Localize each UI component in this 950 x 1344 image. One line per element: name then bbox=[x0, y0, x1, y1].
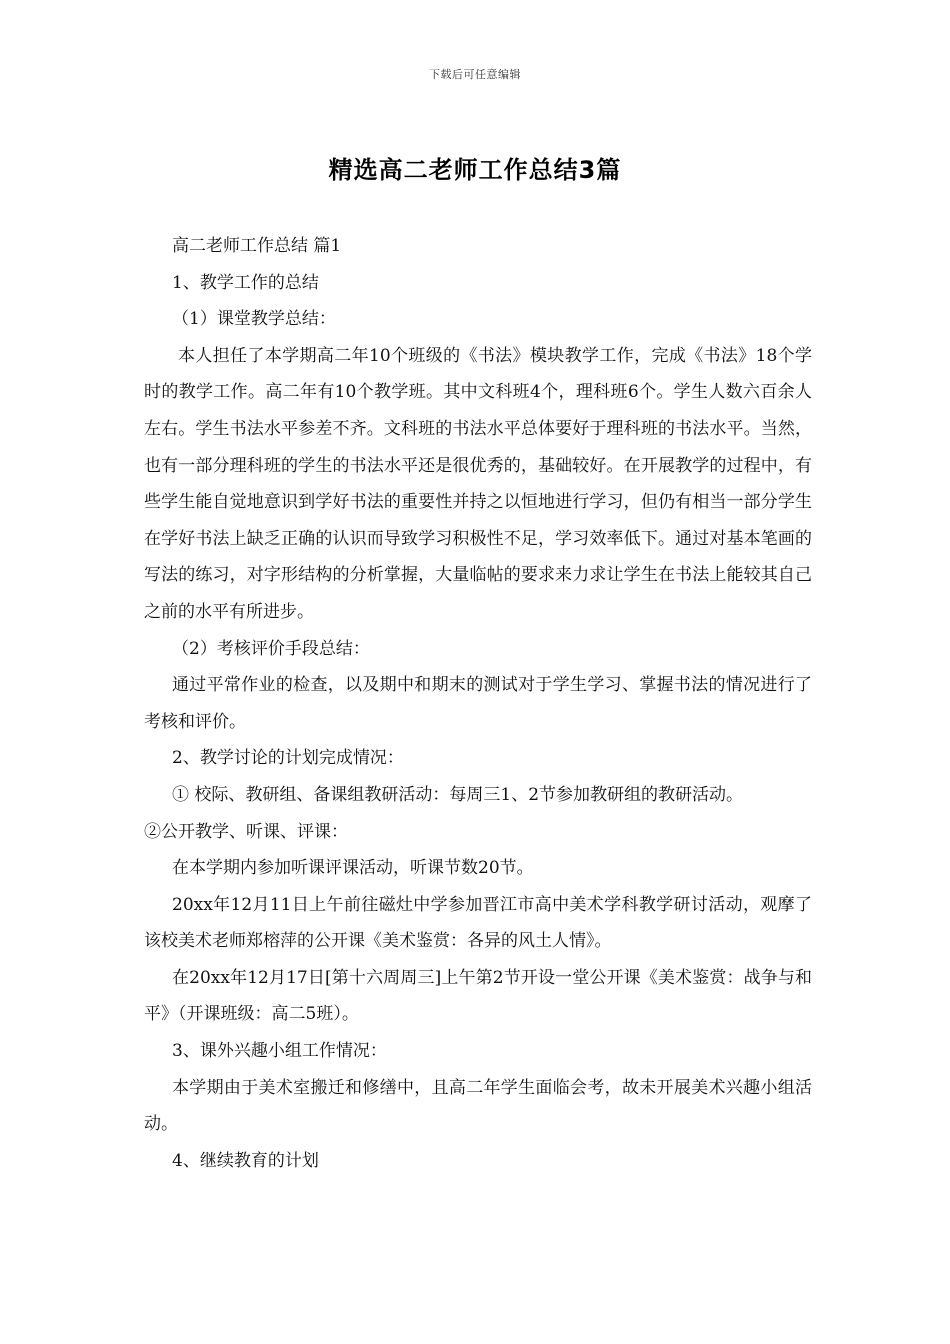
subsection-heading: （1）课堂教学总结： bbox=[172, 309, 336, 330]
body-paragraph: ① 校际、教研组、备课组教研活动：每周三1、2节参加教研组的教研活动。 bbox=[172, 784, 744, 805]
header-note: 下载后可任意编辑 bbox=[429, 68, 521, 81]
subsection-heading: 2、教学讨论的计划完成情况： bbox=[172, 748, 404, 769]
subsection-heading: 1、教学工作的总结 bbox=[172, 272, 319, 293]
subsection-heading: 4、继续教育的计划 bbox=[172, 1150, 319, 1171]
body-paragraph: 本学期由于美术室搬迁和修缮中，且高二年学生面临会考，故未开展美术兴趣小组活动。 bbox=[144, 1077, 812, 1135]
subsection-heading: （2）考核评价手段总结： bbox=[172, 638, 370, 659]
body-paragraph: 20xx年12月11日上午前往磁灶中学参加晋江市高中美术学科教学研讨活动，观摩了该校美术老师郑榕萍的公开课《美术鉴赏：各异的风土人情》。 bbox=[144, 894, 812, 952]
body-paragraph: 本人担任了本学期高二年10个班级的《书法》模块教学工作，完成《书法》18个学时的教学工作。高二年有10个教学班。其中文科班4个，理科班6个。学生人数六百余人左右。学生书法水平参差不齐。文科班的书法水平总体要好于理科班的书法水平。当然，也有一部分理科班的学生的书法水平还是很优秀的，基础较好。在开展教学的过程中，有些学生能自觉地意识到学好书法的重要性并持之以恒地进行学习，但仍有相当一部分学生在学好书法上缺乏正确的认识而导致学习积极性不足，学习效率低下。通过对基本笔画的写法的练习，对字形结构的分析掌握，大量临帖的要求来力求让学生在书法上能较其自己之前的水平有所进步。 bbox=[144, 345, 812, 622]
subsection-heading: 3、课外兴趣小组工作情况： bbox=[172, 1041, 387, 1062]
body-paragraph: 在本学期内参加听课评课活动，听课节数20节。 bbox=[172, 858, 534, 879]
body-paragraph: 通过平常作业的检查，以及期中和期末的测试对于学生学习、掌握书法的情况进行了考核和评价。 bbox=[144, 675, 812, 732]
document-title: 精选高二老师工作总结3篇 bbox=[328, 156, 622, 184]
document-body bbox=[144, 228, 812, 1179]
section-heading: 高二老师工作总结 篇1 bbox=[172, 236, 342, 256]
body-paragraph: ②公开教学、听课、评课： bbox=[144, 821, 348, 842]
body-paragraph: 在20xx年12月17日[第十六周周三]上午第2节开设一堂公开课《美术鉴赏：战争与和平》（开课班级：高二5班）。 bbox=[144, 967, 812, 1025]
